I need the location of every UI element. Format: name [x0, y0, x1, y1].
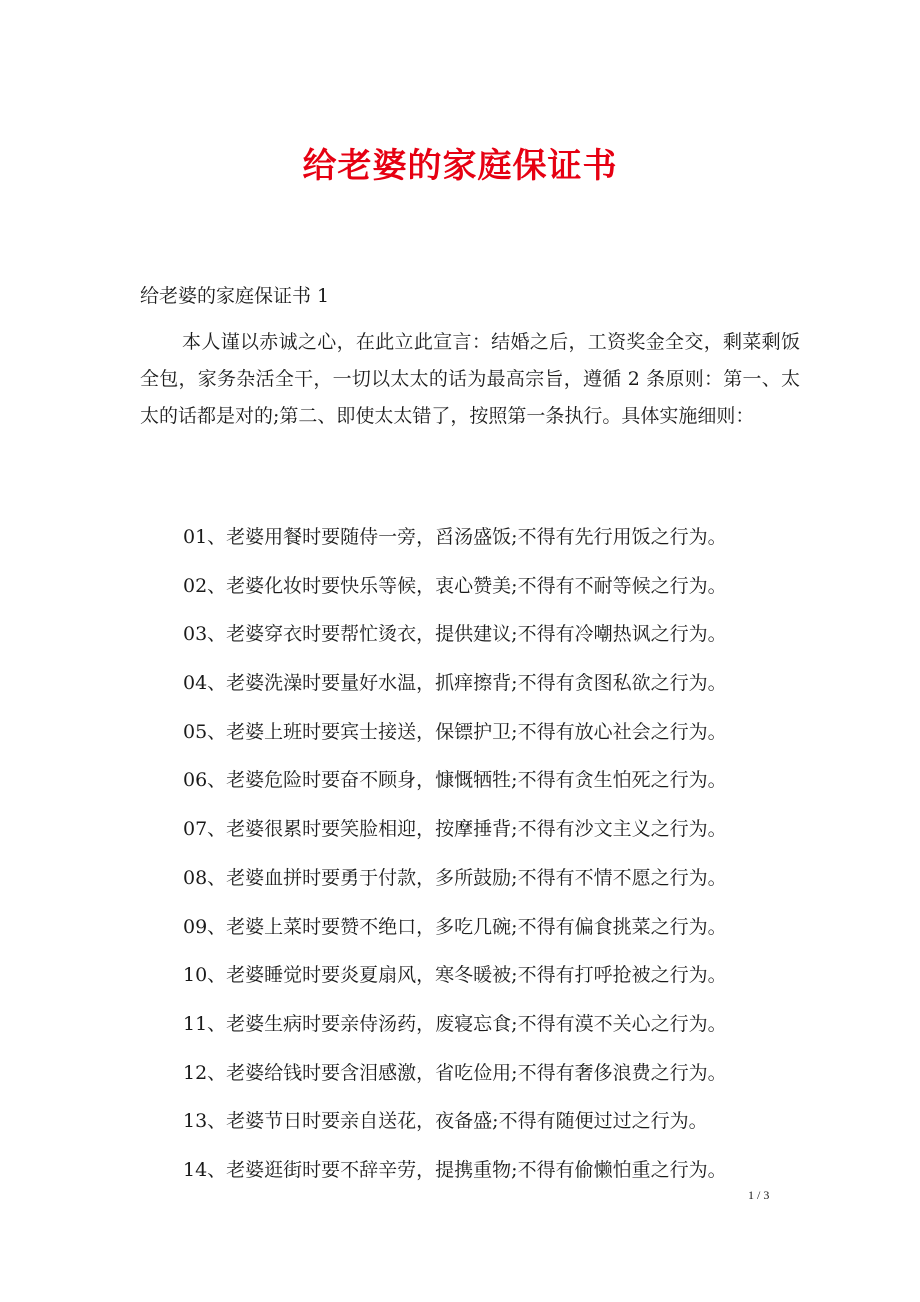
rule-item: 01、老婆用餐时要随侍一旁，舀汤盛饭;不得有先行用饭之行为。 — [183, 526, 727, 548]
document-title: 给老婆的家庭保证书 — [302, 146, 618, 186]
rule-item: 14、老婆逛街时要不辞辛劳，提携重物;不得有偷懒怕重之行为。 — [183, 1158, 727, 1181]
rule-item: 08、老婆血拼时要勇于付款，多所鼓励;不得有不情不愿之行为。 — [183, 866, 727, 889]
section-heading: 给老婆的家庭保证书 1 — [140, 285, 330, 307]
rule-item: 12、老婆给钱时要含泪感激，省吃俭用;不得有奢侈浪费之行为。 — [183, 1061, 727, 1084]
rule-item: 07、老婆很累时要笑脸相迎，按摩捶背;不得有沙文主义之行为。 — [183, 818, 727, 841]
rule-item: 04、老婆洗澡时要量好水温，抓痒擦背;不得有贪图私欲之行为。 — [183, 672, 727, 695]
rule-item: 06、老婆危险时要奋不顾身，慷慨牺牲;不得有贪生怕死之行为。 — [183, 769, 727, 792]
intro-paragraph: 本人谨以赤诚之心，在此立此宣言：结婚之后，工资奖金全交，剩菜剩饭全包，家务杂活全干，一切以太太的话为最高宗旨，遵循 2 条原则：第一、太太的话都是对的;第二、即使太太错了，按照第一条执行。具体实施细则： — [140, 331, 800, 427]
page-number: 1 / 3 — [748, 1188, 770, 1202]
rule-item: 05、老婆上班时要宾士接送，保镖护卫;不得有放心社会之行为。 — [183, 720, 727, 743]
rule-item: 11、老婆生病时要亲侍汤药，废寝忘食;不得有漠不关心之行为。 — [183, 1012, 727, 1035]
rule-item: 10、老婆睡觉时要炎夏扇风，寒冬暖被;不得有打呼抢被之行为。 — [183, 964, 727, 987]
rule-item: 09、老婆上菜时要赞不绝口，多吃几碗;不得有偏食挑菜之行为。 — [183, 915, 727, 938]
rule-item: 03、老婆穿衣时要帮忙烫衣，提供建议;不得有冷嘲热讽之行为。 — [183, 623, 727, 646]
rules-list — [183, 517, 727, 1199]
rule-item: 13、老婆节日时要亲自送花，夜备盛;不得有随便过过之行为。 — [183, 1110, 708, 1133]
rule-item: 02、老婆化妆时要快乐等候，衷心赞美;不得有不耐等候之行为。 — [183, 574, 727, 597]
